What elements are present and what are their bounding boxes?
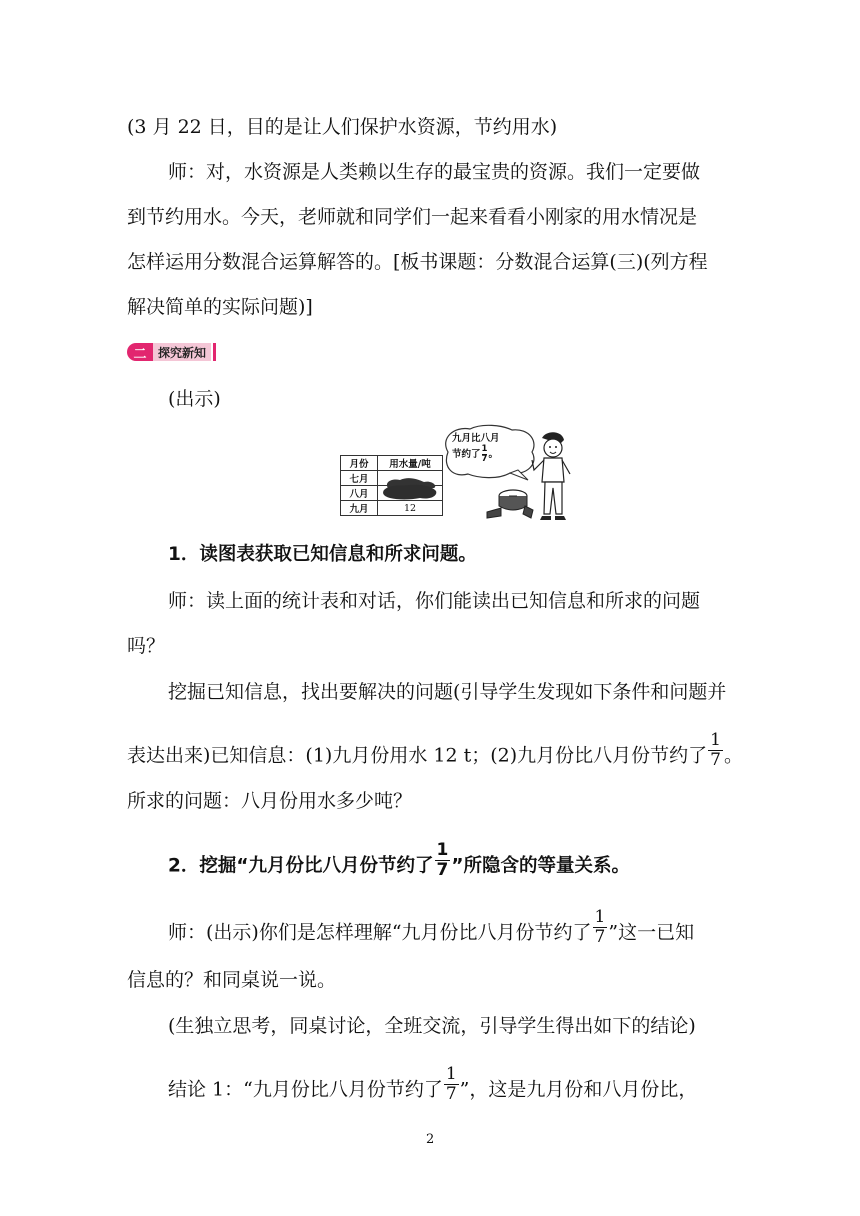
step2-conclusion-end: ”，这是九月份和八月份比， xyxy=(459,1078,698,1101)
step2-teacher-end: ”这一已知 xyxy=(608,921,695,944)
table-row xyxy=(341,501,443,516)
illustration xyxy=(340,420,560,532)
show-label: (出示) xyxy=(168,388,221,410)
step2-heading xyxy=(168,840,631,886)
speech-end: 。 xyxy=(488,449,498,460)
speech-line-1: 九月比八月 xyxy=(452,433,500,444)
step1-ask: 所求的问题：八月份用水多少吨？ xyxy=(127,790,413,812)
fraction-denominator: 7 xyxy=(710,750,721,770)
table-header-month: 月份 xyxy=(341,456,378,471)
page-number: 2 xyxy=(426,1132,435,1147)
fraction-numerator: 1 xyxy=(436,840,449,860)
table-cell-month: 七月 xyxy=(341,471,378,486)
table-header-row xyxy=(341,456,443,471)
section-bar xyxy=(213,343,216,361)
water-meter-icon xyxy=(485,484,535,524)
step1-teacher-line-2: 吗？ xyxy=(127,635,166,657)
speech-fraction-num: 1 xyxy=(481,444,488,454)
step2-teacher-line-1 xyxy=(168,907,695,953)
table-cell-amount: 12 xyxy=(378,501,443,516)
step2-conclusion-text: 结论 1：“九月份比八月份节约了 xyxy=(168,1078,443,1101)
speech-text xyxy=(452,432,500,464)
step1-dig-line-2-end: 。 xyxy=(723,744,743,767)
fraction xyxy=(593,908,608,947)
fraction xyxy=(435,841,451,880)
table-cell-month: 九月 xyxy=(341,501,378,516)
step2-teacher-line-2: 信息的？和同桌说一说。 xyxy=(127,969,337,991)
step2-discuss: (生独立思考，同桌讨论，全班交流，引导学生得出如下的结论) xyxy=(168,1015,696,1037)
paragraph-line-3: 到节约用水。今天，老师就和同学们一起来看看小刚家的用水情况是 xyxy=(127,206,698,228)
step1-dig-line-2-text: 表达出来)已知信息：(1)九月份用水 12 t；(2)九月份比八月份节约了 xyxy=(127,744,708,767)
section-badge xyxy=(127,343,216,361)
fraction-denominator: 7 xyxy=(594,927,606,947)
paragraph-line-1: (3 月 22 日，目的是让人们保护水资源，节约用水) xyxy=(127,116,558,138)
paragraph-line-5: 解决简单的实际问题)] xyxy=(127,296,313,318)
fraction-numerator: 1 xyxy=(594,907,606,927)
fraction-denominator: 7 xyxy=(436,860,449,880)
step1-teacher-line-1: 师：读上面的统计表和对话，你们能读出已知信息和所求的问题 xyxy=(168,590,701,612)
step2-heading-end: ”所隐含的等量关系。 xyxy=(451,855,631,877)
step1-dig-line-1: 挖掘已知信息，找出要解决的问题(引导学生发现如下条件和问题并 xyxy=(168,681,727,703)
step1-heading: 1．读图表获取已知信息和所求问题。 xyxy=(168,544,477,565)
table-cell-month: 八月 xyxy=(341,486,378,501)
table-cell-amount xyxy=(378,486,443,501)
fraction xyxy=(708,731,723,770)
section-number: 二 xyxy=(127,343,153,361)
water-usage-table xyxy=(340,455,443,516)
fraction xyxy=(444,1065,459,1104)
speech-line-2-wrap xyxy=(452,445,500,464)
fraction-numerator: 1 xyxy=(445,1064,457,1084)
step2-conclusion-1 xyxy=(168,1064,698,1110)
speech-fraction xyxy=(482,445,488,464)
step1-dig-line-2 xyxy=(127,730,743,776)
section-title: 探究新知 xyxy=(153,343,211,361)
fraction-denominator: 7 xyxy=(445,1084,457,1104)
step2-heading-text: 2．挖掘“九月份比八月份节约了 xyxy=(168,855,434,877)
paragraph-line-2: 师：对，水资源是人类赖以生存的最宝贵的资源。我们一定要做 xyxy=(168,161,701,183)
ink-blot-icon xyxy=(380,484,440,500)
step2-teacher-text: 师：(出示)你们是怎样理解“九月份比八月份节约了 xyxy=(168,921,592,944)
table-row xyxy=(341,486,443,501)
speech-line-2: 节约了 xyxy=(452,449,481,460)
table-header-amount: 用水量/吨 xyxy=(378,456,443,471)
fraction-numerator: 1 xyxy=(710,730,721,750)
speech-fraction-den: 7 xyxy=(481,454,488,464)
paragraph-line-4: 怎样运用分数混合运算解答的。[板书课题：分数混合运算(三)(列方程 xyxy=(127,251,708,273)
